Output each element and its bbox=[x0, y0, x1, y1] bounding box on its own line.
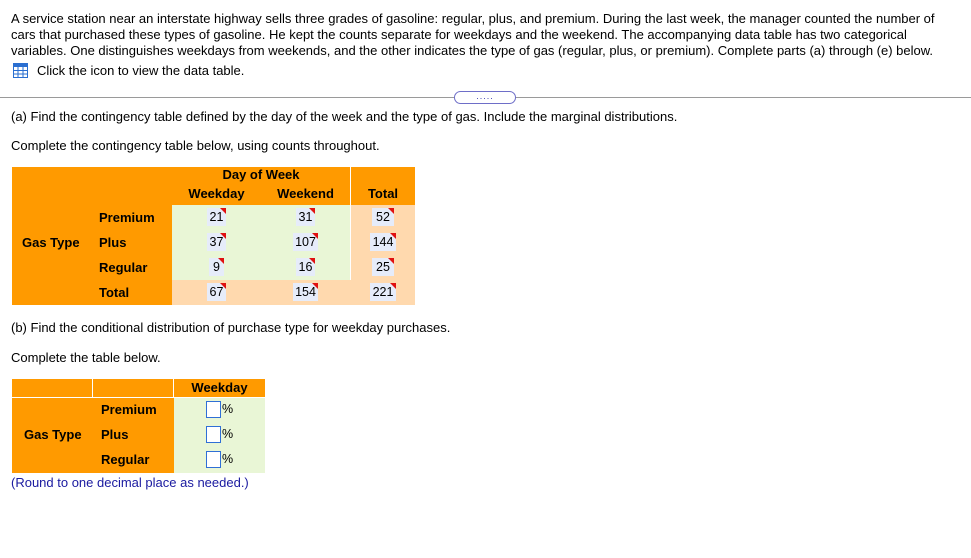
column-header-weekday: Weekday bbox=[188, 186, 245, 201]
value-total-weekday[interactable] bbox=[207, 283, 226, 301]
row-group-label: Gas Type bbox=[22, 235, 80, 250]
part-a-question: (a) Find the contingency table defined by the day of the week and the type of gas. Include the marginal distributions. bbox=[11, 109, 678, 124]
row-label-premium: Premium bbox=[101, 402, 157, 417]
column-group-label: Day of Week bbox=[222, 167, 300, 182]
part-a-instruction: Complete the contingency table below, using counts throughout. bbox=[11, 138, 380, 153]
plus-percent-input[interactable] bbox=[206, 426, 221, 443]
answer-marker-icon bbox=[309, 258, 315, 264]
answer-marker-icon bbox=[220, 208, 226, 214]
row-label-premium: Premium bbox=[99, 210, 155, 225]
premium-percent-input[interactable] bbox=[206, 401, 221, 418]
row-label-plus: Plus bbox=[99, 235, 127, 250]
row-label-plus: Plus bbox=[101, 427, 129, 442]
column-header-total: Total bbox=[367, 186, 399, 201]
rounding-note: (Round to one decimal place as needed.) bbox=[11, 475, 249, 490]
value-text: 67 bbox=[209, 285, 224, 299]
value-text: 37 bbox=[209, 235, 224, 249]
column-header-weekend: Weekend bbox=[277, 186, 334, 201]
value-regular-weekday[interactable] bbox=[209, 258, 224, 276]
data-table-link[interactable] bbox=[13, 63, 244, 78]
value-regular-weekend[interactable] bbox=[296, 258, 315, 276]
answer-marker-icon bbox=[309, 208, 315, 214]
value-text: 16 bbox=[298, 260, 313, 274]
value-text: 52 bbox=[376, 210, 390, 224]
percent-unit: % bbox=[222, 452, 234, 466]
part-b-question: (b) Find the conditional distribution of purchase type for weekday purchases. bbox=[11, 320, 451, 335]
value-plus-total[interactable] bbox=[370, 233, 396, 251]
value-text: 31 bbox=[298, 210, 313, 224]
value-plus-weekday[interactable] bbox=[207, 233, 226, 251]
value-text: 9 bbox=[213, 260, 220, 274]
expand-toggle-button[interactable]: ..... bbox=[454, 91, 516, 104]
value-premium-weekend[interactable] bbox=[296, 208, 315, 226]
column-header-weekday: Weekday bbox=[191, 380, 248, 395]
answer-area bbox=[172, 205, 350, 280]
value-plus-weekend[interactable] bbox=[293, 233, 318, 251]
data-table-link-text[interactable]: Click the icon to view the data table. bbox=[37, 63, 245, 78]
row-label-regular: Regular bbox=[99, 260, 148, 275]
answer-marker-icon bbox=[390, 283, 396, 289]
header-corner bbox=[12, 167, 172, 205]
value-regular-total[interactable] bbox=[372, 258, 394, 276]
value-text: 21 bbox=[209, 210, 224, 224]
percent-unit: % bbox=[222, 402, 234, 416]
value-text: 25 bbox=[376, 260, 390, 274]
value-premium-total[interactable] bbox=[372, 208, 394, 226]
answer-marker-icon bbox=[220, 283, 226, 289]
percent-unit: % bbox=[222, 427, 234, 441]
row-label-total: Total bbox=[99, 285, 130, 300]
regular-percent-input[interactable] bbox=[206, 451, 221, 468]
header-corner-right bbox=[93, 379, 173, 397]
row-group-label: Gas Type bbox=[24, 427, 82, 442]
value-text: 144 bbox=[372, 235, 394, 249]
answer-marker-icon bbox=[220, 233, 226, 239]
data-table-icon[interactable] bbox=[13, 63, 28, 78]
value-text: 221 bbox=[372, 285, 394, 299]
problem-statement: A service station near an interstate highway sells three grades of gasoline: regular, plus, and premium. During the last week, the manager counted the number of cars that purchased these types of gasoline. He kept the counts separate for weekdays and the weekend. The accompanying data table has two categorical variables. One distinguishes weekdays from weekends, and the other indicates the type of gas (regular, plus, or premium). Complete parts (a) through (e) below. bbox=[11, 11, 935, 58]
answer-marker-icon bbox=[312, 283, 318, 289]
answer-marker-icon bbox=[218, 258, 224, 264]
answer-marker-icon bbox=[390, 233, 396, 239]
part-b-instruction: Complete the table below. bbox=[11, 350, 161, 365]
value-text: 107 bbox=[295, 235, 316, 249]
answer-marker-icon bbox=[388, 258, 394, 264]
header-corner-left bbox=[12, 379, 92, 397]
value-text: 154 bbox=[295, 285, 316, 299]
value-premium-weekday[interactable] bbox=[207, 208, 226, 226]
answer-marker-icon bbox=[388, 208, 394, 214]
value-total-weekend[interactable] bbox=[293, 283, 318, 301]
value-total-total[interactable] bbox=[370, 283, 396, 301]
answer-marker-icon bbox=[312, 233, 318, 239]
row-label-regular: Regular bbox=[101, 452, 150, 467]
